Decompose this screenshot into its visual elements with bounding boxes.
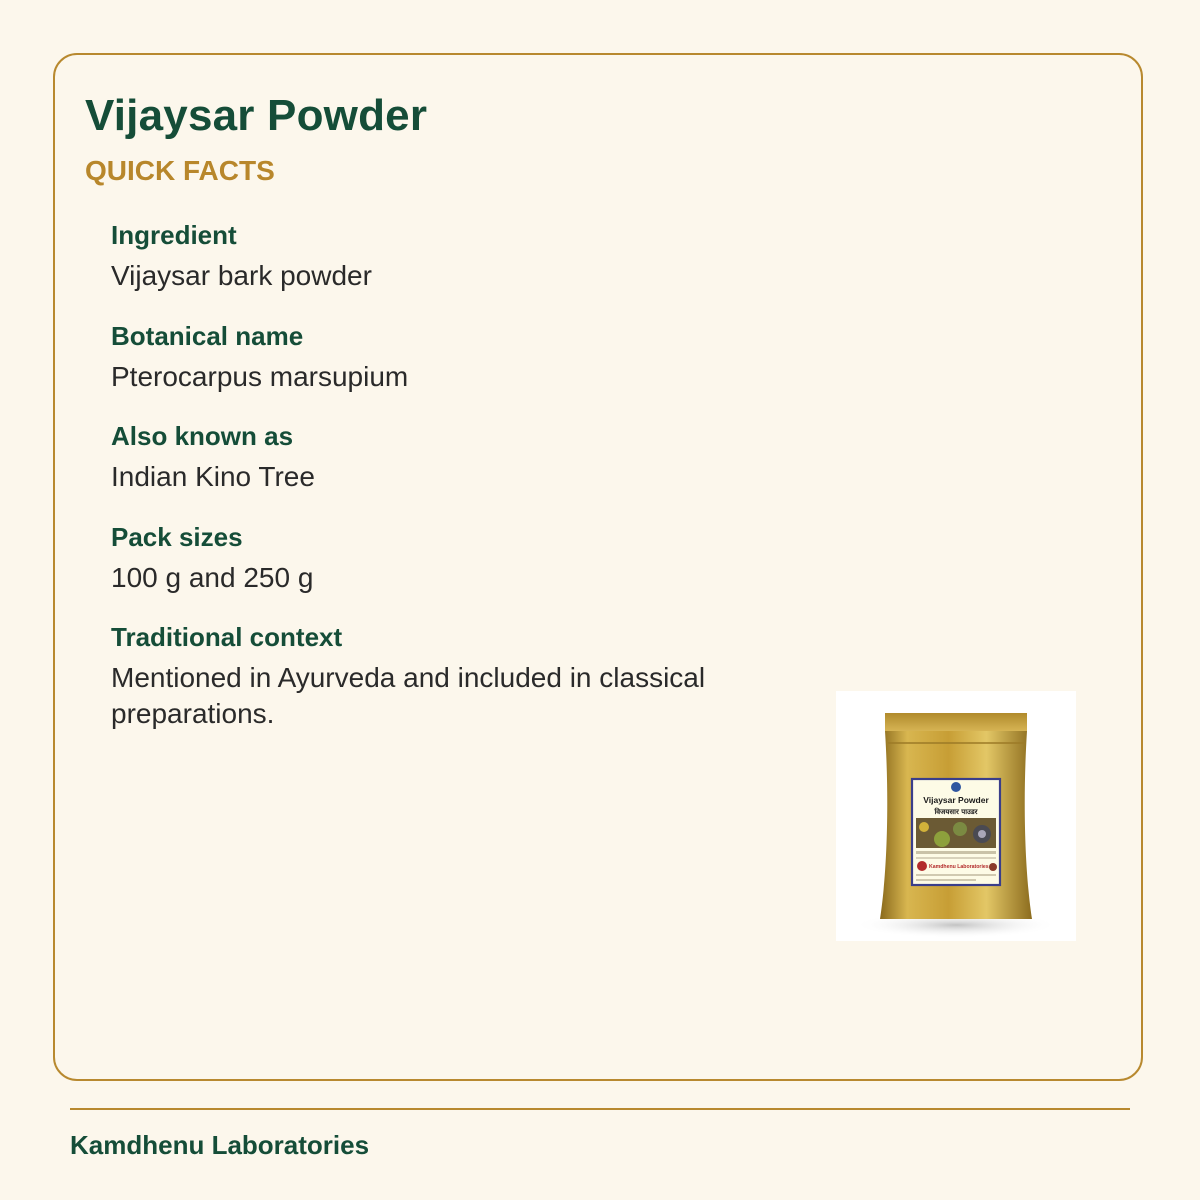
pouch-illustration: [836, 691, 1076, 941]
fact-botanical-name: [111, 320, 791, 421]
package-title: Vijaysar Powder: [923, 795, 989, 805]
fact-label: Pack sizes: [111, 521, 243, 552]
footer-brand: Kamdhenu Laboratories: [70, 1130, 370, 1160]
product-pouch-image: [836, 691, 1076, 941]
fact-traditional-context: [111, 621, 791, 729]
quick-facts-heading: QUICK FACTS: [85, 155, 275, 186]
quick-facts-card: [53, 53, 1143, 1081]
fact-value: Indian Kino Tree: [111, 461, 315, 492]
product-title: Vijaysar Powder: [85, 91, 428, 140]
fact-value: Pterocarpus marsupium: [111, 360, 409, 392]
facts-list: [111, 219, 791, 729]
package-subtitle: विजयसार पाउडर: [934, 808, 978, 816]
fact-value: Vijaysar bark powder: [111, 260, 372, 291]
fact-value: 100 g and 250 g: [111, 561, 314, 593]
fact-value: Mentioned in Ayurveda and included in classical preparations.: [111, 662, 706, 729]
fact-also-known-as: [111, 420, 791, 521]
package-brand: Kamdhenu Laboratories: [929, 864, 989, 870]
footer-divider: [70, 1108, 1130, 1110]
fact-label: Also known as: [111, 421, 294, 451]
fact-label: Ingredient: [111, 220, 237, 250]
fact-label: Botanical name: [111, 320, 304, 351]
fact-pack-sizes: [111, 521, 791, 622]
fact-ingredient: [111, 219, 791, 320]
fact-label: Traditional context: [111, 622, 343, 652]
